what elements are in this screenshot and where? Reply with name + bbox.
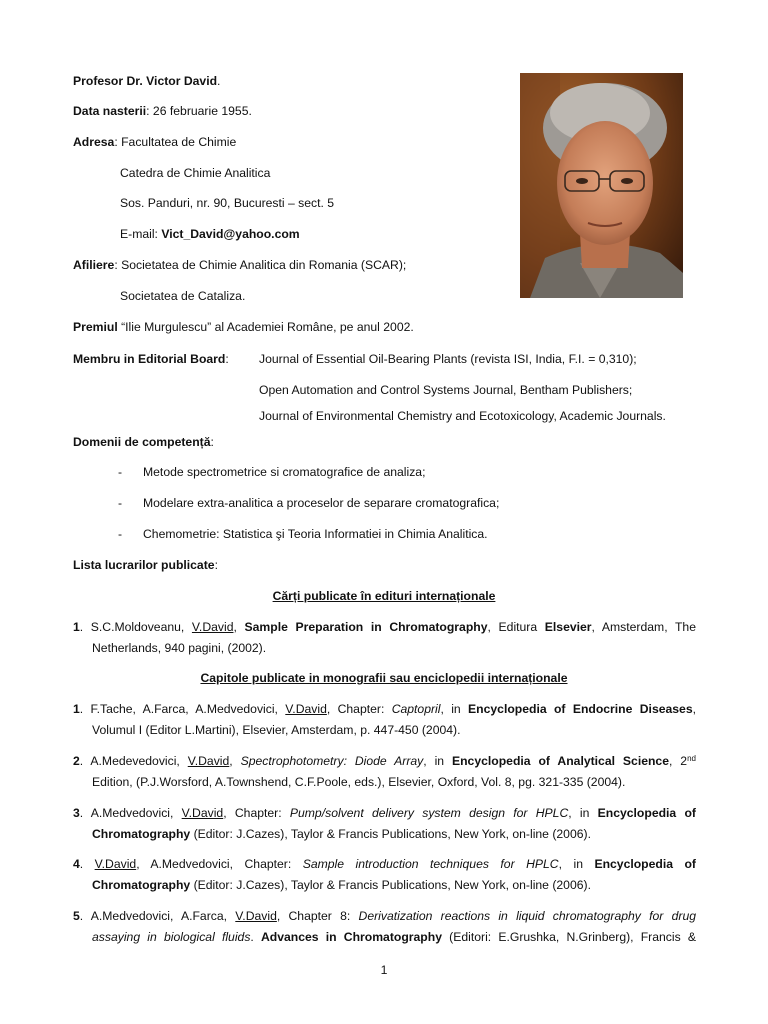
chapter-1-line-2: Volumul I (Editor L.Martini), Elsevier, Amsterdam, p. 447-450 (2004). bbox=[92, 723, 461, 737]
chapter-3-num: 3 bbox=[73, 806, 80, 820]
book-1-publisher: Elsevier bbox=[544, 620, 592, 634]
chapter-3-line-1 bbox=[73, 805, 696, 821]
email-line bbox=[120, 226, 300, 242]
book-1-line-1 bbox=[73, 619, 696, 635]
chapter-1-author-highlight: V.David bbox=[285, 702, 327, 716]
chapter-3-details: (Editor: J.Cazes), Taylor & Francis Publications, New York, on-line (2006). bbox=[190, 827, 591, 841]
chapter-2-num: 2 bbox=[73, 754, 80, 768]
publications-label: Lista lucrarilor publicate bbox=[73, 558, 215, 572]
address-line-2: Catedra de Chimie Analitica bbox=[120, 166, 271, 180]
chapter-4-line-2 bbox=[92, 877, 591, 893]
competence-item-1: Metode spectrometrice si cromatografice de analiza; bbox=[143, 465, 426, 479]
chapter-4-title: Sample introduction techniques for HPLC bbox=[302, 857, 559, 871]
prize-line bbox=[73, 319, 414, 335]
book-1-author-highlight: V.David bbox=[191, 620, 234, 634]
competence-label-line bbox=[73, 434, 214, 450]
portrait-photo bbox=[520, 73, 683, 298]
book-1-sep: , bbox=[233, 620, 245, 634]
chapter-3-in: , in bbox=[568, 806, 598, 820]
chapter-4-details: (Editor: J.Cazes), Taylor & Francis Publications, New York, on-line (2006). bbox=[190, 878, 591, 892]
publications-colon: : bbox=[214, 558, 218, 572]
competence-item-3: Chemometrie: Statistica şi Teoria Informatiei in Chimia Analitica. bbox=[143, 527, 488, 541]
chapter-4-dot: . bbox=[79, 857, 95, 871]
chapter-5-line-1 bbox=[73, 908, 696, 924]
chapter-5-author-highlight: V.David bbox=[235, 909, 277, 923]
book-1-num: 1 bbox=[73, 620, 80, 634]
chapter-4-line-1 bbox=[73, 856, 696, 872]
books-title-text: Cărți publicate în edituri internaționale bbox=[272, 589, 496, 603]
name-label: Profesor Dr. Victor David bbox=[73, 74, 218, 88]
email-link[interactable]: Vict_David@yahoo.com bbox=[161, 227, 300, 241]
chapter-4-author-highlight: V.David bbox=[94, 857, 137, 871]
address-line-3: Sos. Panduri, nr. 90, Bucuresti – sect. 5 bbox=[120, 196, 335, 210]
chapter-3-source: Encyclopedia of bbox=[597, 806, 696, 820]
competence-dash-3: - bbox=[118, 527, 123, 541]
chapter-5-chapter-label: , Chapter 8: bbox=[276, 909, 359, 923]
portrait-image bbox=[520, 73, 683, 298]
birth-line bbox=[73, 103, 252, 119]
chapter-4-num: 4 bbox=[73, 857, 80, 871]
book-1-editura: , Editura bbox=[487, 620, 545, 634]
board-label: Membru in Editorial Board bbox=[73, 352, 226, 366]
chapters-title-text: Capitole publicate in monografii sau enciclopedii internaționale bbox=[200, 671, 568, 685]
competence-label: Domenii de competență bbox=[73, 435, 211, 449]
chapter-2-author-highlight: V.David bbox=[187, 754, 230, 768]
email-prefix: E-mail: bbox=[120, 227, 162, 241]
book-1-authors: . S.C.Moldoveanu, bbox=[79, 620, 192, 634]
chapter-1-title: Captopril bbox=[391, 702, 441, 716]
competence-dash-1: - bbox=[118, 465, 123, 479]
chapter-3-line-2 bbox=[92, 826, 591, 842]
address-value-1: : Facultatea de Chimie bbox=[114, 135, 237, 149]
chapter-4-authors: , A.Medvedovici, Chapter: bbox=[136, 857, 303, 871]
name-dot: . bbox=[217, 74, 221, 88]
book-1-place: , Amsterdam, The bbox=[591, 620, 696, 634]
chapter-1-comma: , bbox=[692, 702, 696, 716]
chapter-2-authors: . A.Medevedovici, bbox=[79, 754, 188, 768]
books-section-title bbox=[0, 588, 768, 604]
chapter-3-author-highlight: V.David bbox=[181, 806, 224, 820]
chapter-2-sep: , bbox=[229, 754, 241, 768]
chapter-3-chapter-label: , Chapter: bbox=[223, 806, 290, 820]
chapter-1-authors: . F.Tache, A.Farca, A.Medvedovici, bbox=[79, 702, 286, 716]
page-number: 1 bbox=[380, 963, 388, 977]
chapter-2-line-1 bbox=[73, 753, 696, 769]
chapter-2-source: Encyclopedia of Analytical Science bbox=[451, 754, 669, 768]
affil-value-1: : Societatea de Chimie Analitica din Romania (SCAR); bbox=[114, 258, 407, 272]
prize-label: Premiul bbox=[73, 320, 118, 334]
chapter-5-line-2 bbox=[92, 929, 696, 945]
chapter-5-num: 5 bbox=[73, 909, 80, 923]
name-line bbox=[73, 73, 220, 89]
affil-line-1 bbox=[73, 257, 406, 273]
affil-line-2: Societatea de Cataliza. bbox=[120, 289, 246, 303]
chapter-5-sep: . bbox=[250, 930, 261, 944]
birth-label: Data nasterii bbox=[73, 104, 147, 118]
chapter-2-line-2: Edition, (P.J.Worsford, A.Townshend, C.F.Poole, eds.), Elsevier, Oxford, Vol. 8, pg. 321-335 (2004). bbox=[92, 775, 626, 789]
chapter-4-in: , in bbox=[558, 857, 595, 871]
board-colon: : bbox=[225, 352, 229, 366]
chapter-5-title-cont: assaying in biological fluids bbox=[92, 930, 251, 944]
chapter-2-edition: , 2 bbox=[668, 754, 688, 768]
book-1-title: Sample Preparation in Chromatography bbox=[244, 620, 488, 634]
chapter-3-authors: . A.Medvedovici, bbox=[79, 806, 182, 820]
chapter-5-source: Advances in Chromatography bbox=[261, 930, 442, 944]
chapter-3-source-cont: Chromatography bbox=[92, 827, 191, 841]
board-item-1: Journal of Essential Oil-Bearing Plants (revista ISI, India, F.I. = 0,310); bbox=[259, 352, 637, 366]
chapter-5-authors: . A.Medvedovici, A.Farca, bbox=[79, 909, 236, 923]
chapters-section-title bbox=[0, 670, 768, 686]
chapter-2-in: , in bbox=[423, 754, 452, 768]
competence-colon: : bbox=[210, 435, 214, 449]
chapter-1-line-1 bbox=[73, 701, 696, 717]
chapter-1-source: Encyclopedia of Endocrine Diseases bbox=[468, 702, 693, 716]
board-item-2: Open Automation and Control Systems Journal, Bentham Publishers; bbox=[259, 383, 633, 397]
chapter-5-details: (Editori: E.Grushka, N.Grinberg), Francis & bbox=[441, 930, 697, 944]
chapter-3-title: Pump/solvent delivery system design for HPLC bbox=[289, 806, 569, 820]
chapter-5-title: Derivatization reactions in liquid chromatography for drug bbox=[358, 909, 696, 923]
chapter-1-chapter-label: , Chapter: bbox=[326, 702, 392, 716]
competence-dash-2: - bbox=[118, 496, 123, 510]
board-label-line bbox=[73, 351, 229, 367]
book-1-line-2: Netherlands, 940 pagini, (2002). bbox=[92, 641, 267, 655]
affil-label: Afiliere bbox=[73, 258, 115, 272]
chapter-4-source-cont: Chromatography bbox=[92, 878, 191, 892]
birth-value: : 26 februarie 1955. bbox=[146, 104, 252, 118]
prize-text: “Ilie Murgulescu” al Academiei Române, pe anul 2002. bbox=[117, 320, 414, 334]
address-label: Adresa bbox=[73, 135, 115, 149]
chapter-2-title: Spectrophotometry: Diode Array bbox=[240, 754, 424, 768]
chapter-4-source: Encyclopedia of bbox=[594, 857, 696, 871]
publications-label-line bbox=[73, 557, 218, 573]
chapter-1-in: , in bbox=[440, 702, 469, 716]
chapter-2-sup: nd bbox=[687, 754, 696, 763]
board-item-3: Journal of Environmental Chemistry and Ecotoxicology, Academic Journals. bbox=[259, 409, 666, 423]
competence-item-2: Modelare extra-analitica a proceselor de separare cromatografica; bbox=[143, 496, 500, 510]
chapter-1-num: 1 bbox=[73, 702, 80, 716]
address-line-1 bbox=[73, 134, 236, 150]
